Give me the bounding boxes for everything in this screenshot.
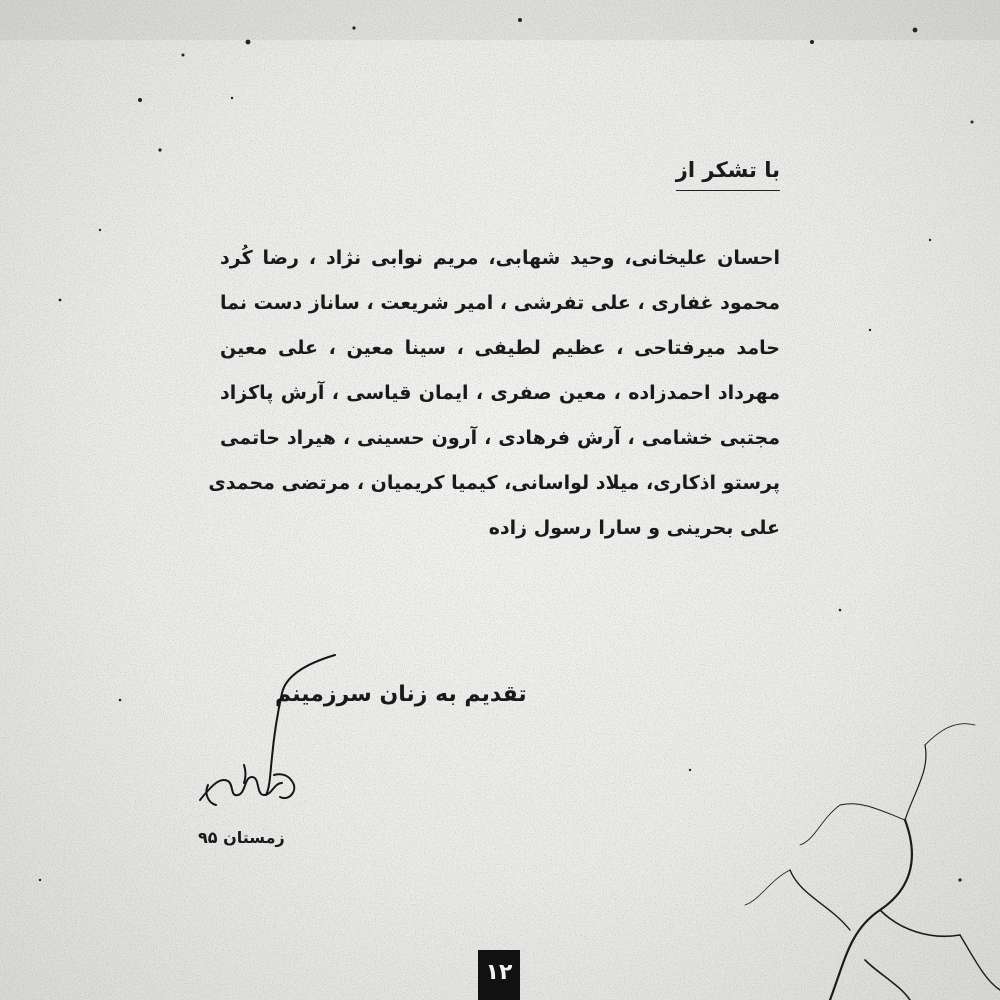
- page-number: ۱۲: [478, 950, 520, 1000]
- list-item: احسان علیخانی، وحید شهابی، مریم نوابی نژاد ، رضا کُرد: [220, 247, 780, 269]
- list-item: حامد میرفتاحی ، عظیم لطیفی ، سینا معین ، علی معین: [220, 337, 780, 359]
- list-item: محمود غفاری ، علی تفرشی ، امیر شریعت ، ساناز دست نما: [220, 292, 780, 314]
- list-item: پرستو اذکاری، میلاد لواسانی، کیمیا کریمیان ، مرتضی محمدی: [208, 472, 780, 494]
- list-item: مهرداد احمدزاده ، معین صفری ، ایمان قیاسی ، آرش پاکزاد: [220, 382, 780, 404]
- list-item: مجتبی خشامی ، آرش فرهادی ، آرون حسینی ، هیراد حاتمی: [220, 427, 780, 449]
- date-text: زمستان ۹۵: [198, 828, 285, 847]
- page-title: با تشکر از: [676, 158, 780, 191]
- signature-icon: [190, 645, 350, 825]
- acknowledgements-list: [208, 236, 780, 551]
- dedication-text: تقدیم به زنان سرزمینم: [275, 682, 527, 707]
- list-item: علی بحرینی و سارا رسول زاده: [488, 517, 780, 539]
